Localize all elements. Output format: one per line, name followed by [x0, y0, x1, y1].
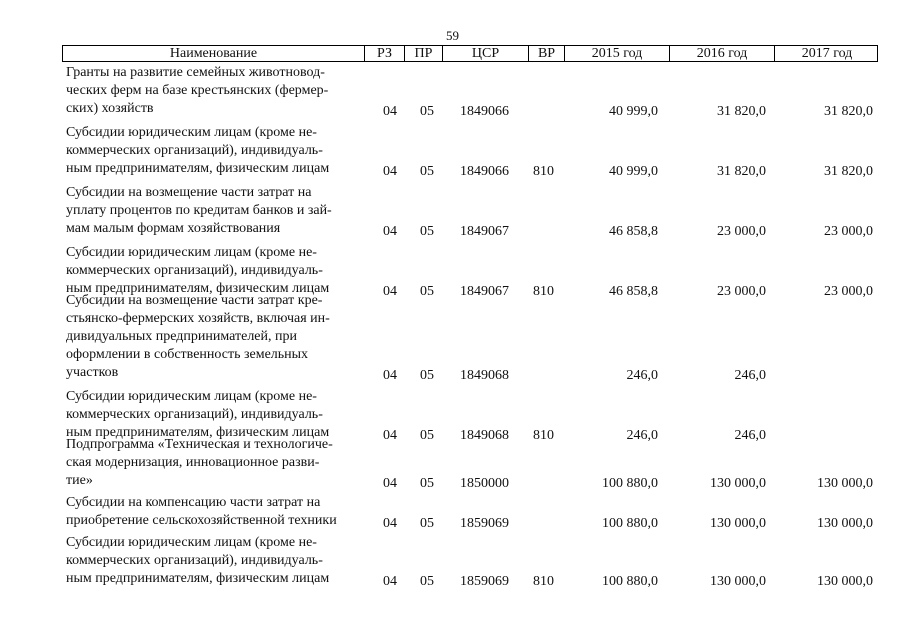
cell-csr: 1849068 — [460, 368, 509, 383]
header-csr: ЦСР — [443, 46, 529, 61]
row-name — [66, 124, 366, 178]
cell-y2017: 130 000,0 — [817, 574, 873, 589]
row-name — [66, 534, 366, 588]
table-row — [0, 436, 905, 490]
table-row — [0, 124, 905, 178]
cell-y2016: 23 000,0 — [717, 224, 766, 239]
cell-y2017: 23 000,0 — [824, 284, 873, 299]
cell-y2016: 130 000,0 — [710, 476, 766, 491]
cell-rz: 04 — [383, 476, 397, 491]
cell-y2015: 246,0 — [626, 428, 658, 443]
row-name-line: коммерческих организаций), индивидуаль- — [66, 407, 323, 422]
cell-csr: 1849068 — [460, 428, 509, 443]
cell-pr: 05 — [420, 428, 434, 443]
row-name — [66, 64, 366, 118]
row-name-line: приобретение сельскохозяйственной техники — [66, 513, 337, 528]
cell-y2017: 130 000,0 — [817, 516, 873, 531]
row-name — [66, 292, 366, 382]
cell-y2016: 23 000,0 — [717, 284, 766, 299]
cell-pr: 05 — [420, 164, 434, 179]
cell-csr: 1849067 — [460, 284, 509, 299]
cell-y2016: 31 820,0 — [717, 104, 766, 119]
cell-csr: 1849067 — [460, 224, 509, 239]
header-2016: 2016 год — [670, 46, 775, 61]
cell-rz: 04 — [383, 516, 397, 531]
cell-y2016: 130 000,0 — [710, 516, 766, 531]
cell-vr: 810 — [533, 284, 554, 299]
header-vr: ВР — [529, 46, 565, 61]
row-name — [66, 494, 366, 530]
cell-pr: 05 — [420, 574, 434, 589]
cell-rz: 04 — [383, 574, 397, 589]
cell-y2016: 130 000,0 — [710, 574, 766, 589]
row-name-line: ным предпринимателям, физическим лицам — [66, 281, 330, 296]
row-name-line: коммерческих организаций), индивидуаль- — [66, 263, 323, 278]
row-name-line: Субсидии юридическим лицам (кроме не- — [66, 245, 317, 260]
row-name-line: Гранты на развитие семейных животновод- — [66, 65, 325, 80]
cell-pr: 05 — [420, 368, 434, 383]
page-number: 59 — [446, 28, 459, 43]
row-name-line: уплату процентов по кредитам банков и зай- — [66, 203, 332, 218]
cell-vr: 810 — [533, 428, 554, 443]
cell-y2016: 246,0 — [734, 428, 766, 443]
cell-pr: 05 — [420, 104, 434, 119]
row-name — [66, 184, 366, 238]
cell-y2017: 31 820,0 — [824, 164, 873, 179]
row-name-line: ская модернизация, инновационное разви- — [66, 455, 320, 470]
cell-y2015: 40 999,0 — [609, 164, 658, 179]
table-header — [62, 45, 878, 62]
cell-y2015: 46 858,8 — [609, 284, 658, 299]
cell-pr: 05 — [420, 476, 434, 491]
table-row — [0, 184, 905, 238]
row-name-line: ным предпринимателям, физическим лицам — [66, 425, 330, 440]
row-name-line: мам малым формам хозяйствования — [66, 221, 281, 236]
header-name: Наименование — [63, 46, 365, 61]
cell-y2015: 46 858,8 — [609, 224, 658, 239]
row-name-line: ских) хозяйств — [66, 101, 154, 116]
row-name-line: тие» — [66, 473, 93, 488]
cell-vr: 810 — [533, 164, 554, 179]
header-pr: ПР — [405, 46, 443, 61]
table-row — [0, 494, 905, 530]
row-name-line: Субсидии юридическим лицам (кроме не- — [66, 125, 317, 140]
cell-rz: 04 — [383, 104, 397, 119]
cell-csr: 1859069 — [460, 516, 509, 531]
table-row — [0, 534, 905, 588]
row-name-line: ным предпринимателям, физическим лицам — [66, 161, 330, 176]
cell-rz: 04 — [383, 368, 397, 383]
table-row — [0, 64, 905, 118]
cell-pr: 05 — [420, 224, 434, 239]
table-row — [0, 244, 905, 298]
row-name-line: коммерческих организаций), индивидуаль- — [66, 553, 323, 568]
table-row — [0, 388, 905, 442]
cell-rz: 04 — [383, 224, 397, 239]
row-name-line: стьянско-фермерских хозяйств, включая ин- — [66, 311, 330, 326]
cell-y2015: 100 880,0 — [602, 574, 658, 589]
row-name-line: Субсидии юридическим лицам (кроме не- — [66, 535, 317, 550]
header-rz: РЗ — [365, 46, 405, 61]
row-name-line: Субсидии на возмещение части затрат на — [66, 185, 312, 200]
cell-y2017: 31 820,0 — [824, 104, 873, 119]
cell-y2015: 40 999,0 — [609, 104, 658, 119]
row-name-line: дивидуальных предпринимателей, при — [66, 329, 297, 344]
row-name-line: коммерческих организаций), индивидуаль- — [66, 143, 323, 158]
cell-y2015: 246,0 — [626, 368, 658, 383]
cell-y2016: 31 820,0 — [717, 164, 766, 179]
row-name-line: Субсидии юридическим лицам (кроме не- — [66, 389, 317, 404]
row-name-line: Субсидии на компенсацию части затрат на — [66, 495, 321, 510]
cell-y2017: 130 000,0 — [817, 476, 873, 491]
cell-rz: 04 — [383, 428, 397, 443]
row-name-line: Субсидии на возмещение части затрат кре- — [66, 293, 323, 308]
row-name-line: Подпрограмма «Техническая и технологиче- — [66, 437, 333, 452]
cell-csr: 1849066 — [460, 164, 509, 179]
cell-csr: 1849066 — [460, 104, 509, 119]
cell-vr: 810 — [533, 574, 554, 589]
row-name-line: ческих ферм на базе крестьянских (фермер- — [66, 83, 329, 98]
row-name-line: участков — [66, 365, 119, 380]
row-name-line: оформлении в собственность земельных — [66, 347, 309, 362]
cell-y2016: 246,0 — [734, 368, 766, 383]
cell-y2015: 100 880,0 — [602, 516, 658, 531]
cell-y2015: 100 880,0 — [602, 476, 658, 491]
header-2017: 2017 год — [801, 46, 853, 61]
header-2015: 2015 год — [565, 46, 670, 61]
cell-csr: 1850000 — [460, 476, 509, 491]
cell-pr: 05 — [420, 284, 434, 299]
table-row — [0, 292, 905, 382]
row-name — [66, 388, 366, 442]
cell-csr: 1859069 — [460, 574, 509, 589]
row-name-line: ным предпринимателям, физическим лицам — [66, 571, 330, 586]
cell-y2017: 23 000,0 — [824, 224, 873, 239]
row-name — [66, 436, 366, 490]
row-name — [66, 244, 366, 298]
cell-pr: 05 — [420, 516, 434, 531]
cell-rz: 04 — [383, 284, 397, 299]
cell-rz: 04 — [383, 164, 397, 179]
